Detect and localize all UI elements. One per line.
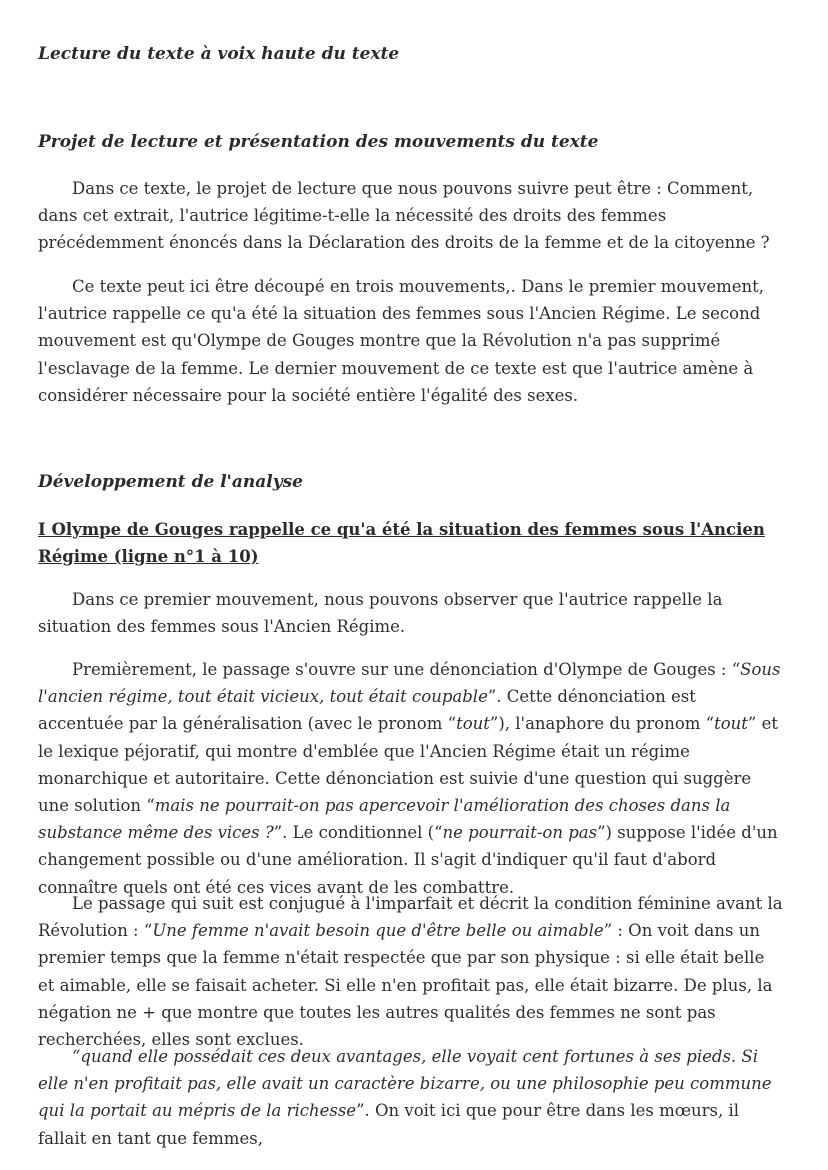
paragraph-denonciation: Premièrement, le passage s'ouvre sur une dénonciation d'Olympe de Gouges : “Sous l'ancien régime, tout était vicieux, tout était coupable”. Cette dénonciation est accentuée par la généralisation (avec le pronom “tout”), l'anaphore du pronom “tout” et le lexique péjoratif, qui montre d'emblée que l'Ancien Régime était un régime monarchique et autoritaire. Cette dénonciation est suivie d'une question qui suggère une solution “mais ne pourrait-on pas apercevoir l'amélioration des choses dans la substance même des vices ?”. Le conditionnel (“ne pourrait-on pas”) suppose l'idée d'un changement possible ou d'une amélioration. Il s'agit d'indiquer qu'il faut d'abord connaître quels ont été ces vices avant de les combattre. — [38, 660, 781, 897]
quote: Sous l'ancien régime, tout était vicieux, tout était coupable — [38, 660, 781, 707]
quote: ne pourrait-on pas — [442, 823, 598, 843]
quote: “quand elle possédait ces deux avantages, elle voyait cent fortunes à ses pieds. Si elle n'en profitait pas, elle avait un caractère bizarre, ou une philosophie peu commune qui la portait au mépris de la richesse — [38, 1047, 772, 1121]
heading-analysis: Développement de l'analyse — [38, 472, 303, 492]
paragraph-movements: Ce texte peut ici être découpé en trois mouvements,. Dans le premier mouvement, l'autrice rappelle ce qu'a été la situation des femmes sous l'Ancien Régime. Le second mouvement est qu'Olympe de Gouges montre que la Révolution n'a pas supprimé l'esclavage de la femme. Le dernier mouvement de ce texte est que l'autrice amène à considérer nécessaire pour la société entière l'égalité des sexes. — [38, 277, 765, 405]
quote: tout — [456, 714, 490, 734]
paragraph-intro: Dans ce premier mouvement, nous pouvons observer que l'autrice rappelle la situation des femmes sous l'Ancien Régime. — [38, 590, 723, 637]
heading-reading: Lecture du texte à voix haute du texte — [38, 44, 400, 64]
quote: Une femme n'avait besoin que d'être belle ou aimable — [152, 921, 604, 941]
heading-project: Projet de lecture et présentation des mouvements du texte — [38, 132, 599, 152]
quote: mais ne pourrait-on pas apercevoir l'amélioration des choses dans la substance même des vices ? — [38, 796, 731, 843]
paragraph-imparfait: Le passage qui suit est conjugué à l'imparfait et décrit la condition féminine avant la Révolution : “Une femme n'avait besoin que d'être belle ou aimable” : On voit dans un premier temps que la femme n'était respectée que par son physique : si elle était belle et aimable, elle se faisait acheter. Si elle n'en profitait pas, elle était bizarre. De plus, la négation ne + que montre que toutes les autres qualités des femmes ne sont pas recherchées, elles sont exclues. — [38, 894, 783, 1050]
paragraph-project: Dans ce texte, le projet de lecture que nous pouvons suivre peut être : Comment, dans cet extrait, l'autrice légitime-t-elle la nécessité des droits des femmes précédemment énoncés dans la Déclaration des droits de la femme et de la citoyenne ? — [38, 179, 770, 253]
section-title: I Olympe de Gouges rappelle ce qu'a été la situation des femmes sous l'Ancien Régime (ligne n°1 à 10) — [38, 520, 765, 566]
paragraph-citation: “quand elle possédait ces deux avantages, elle voyait cent fortunes à ses pieds. Si elle n'en profitait pas, elle avait un caractère bizarre, ou une philosophie peu commune qui la portait au mépris de la richesse”. On voit ici que pour être dans les mœurs, il fallait en tant que femmes, — [38, 1047, 772, 1148]
quote: tout — [714, 714, 748, 734]
